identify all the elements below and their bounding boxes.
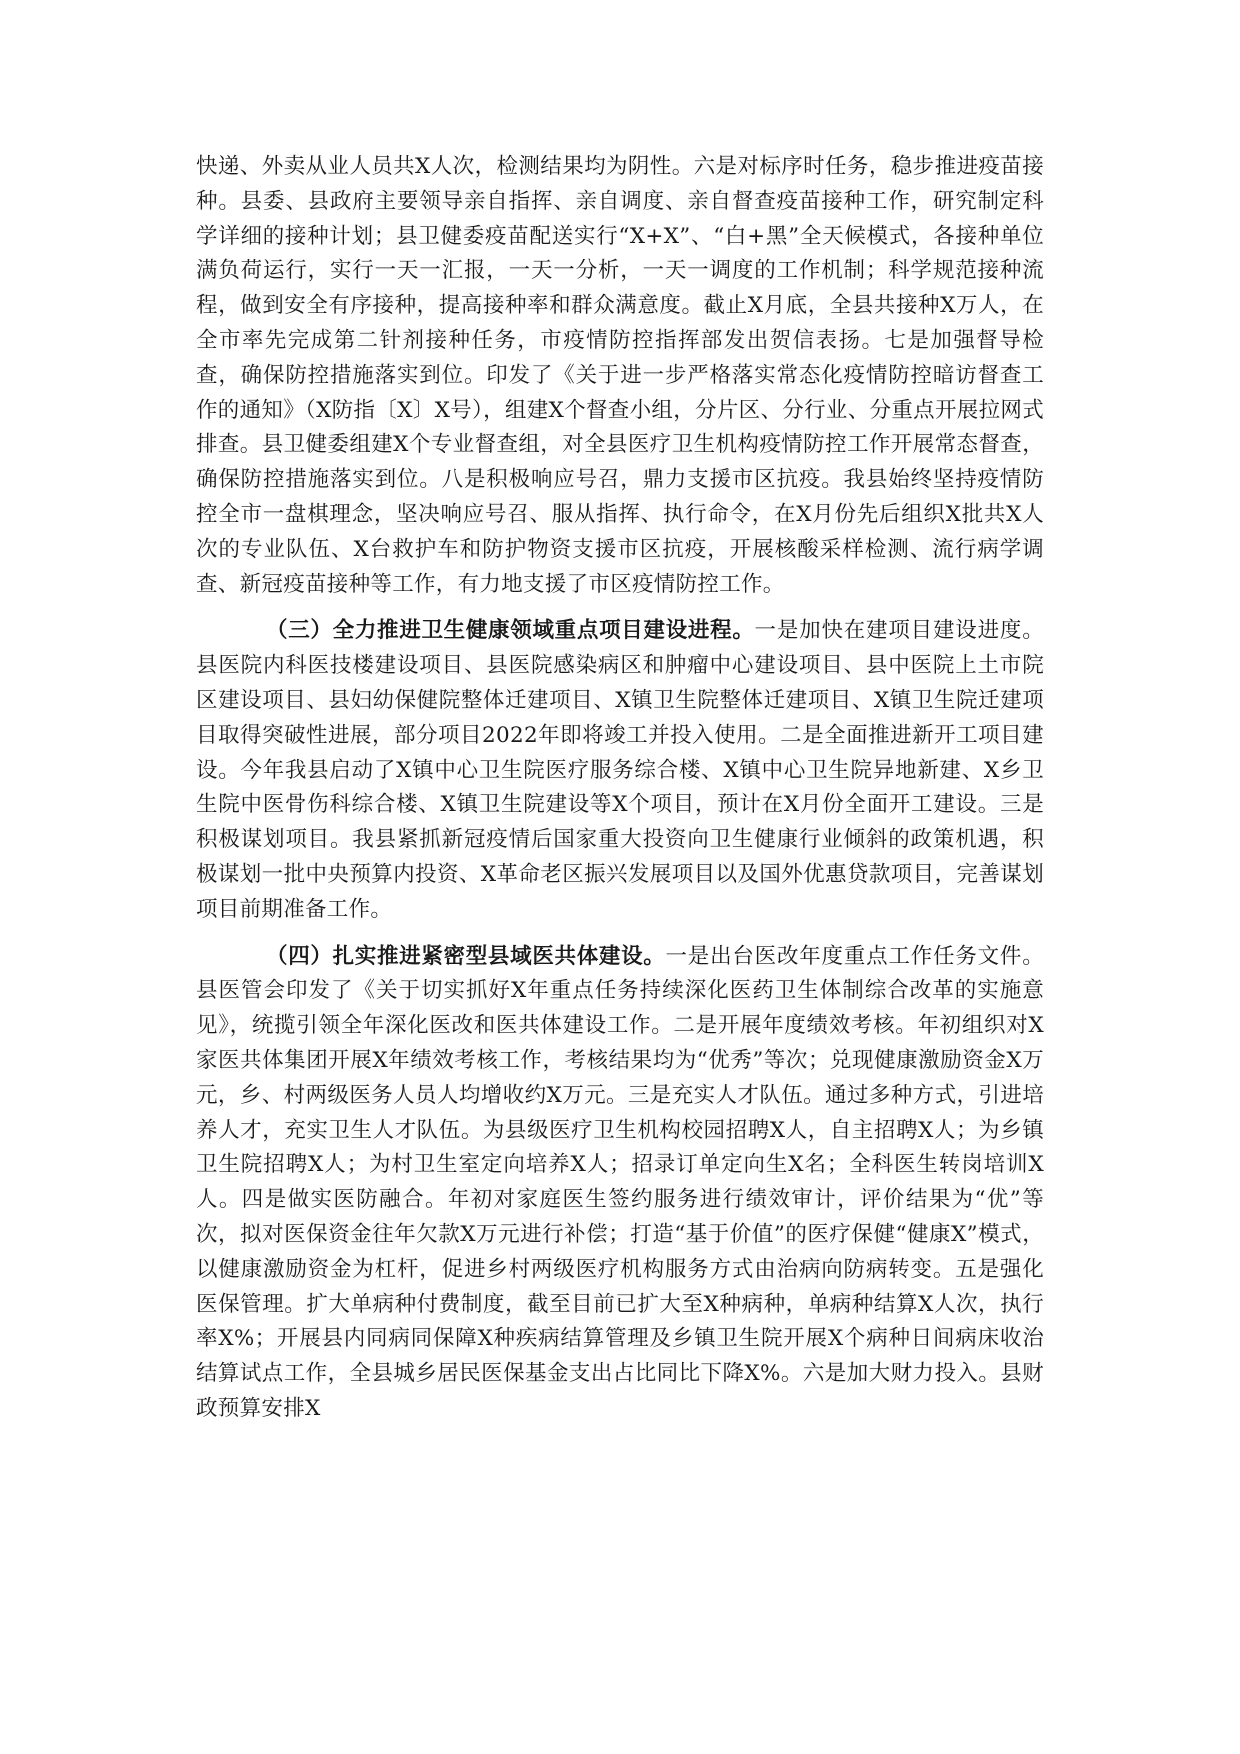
section-heading-4: （四）扎实推进紧密型县域医共体建设。 bbox=[266, 943, 666, 969]
paragraph-key-projects bbox=[196, 614, 1044, 927]
section-heading-3: （三）全力推进卫生健康领域重点项目建设进程。 bbox=[266, 618, 755, 644]
paragraph-text: 一是加快在建项目建设进度。县医院内科医技楼建设项目、县医院感染病区和肿瘤中心建设项目、县中医院上土市院区建设项目、县妇幼保健院整体迁建项目、X镇卫生院整体迁建项目、X镇卫生院迁建项目取得突破性进展，部分项目2022年即将竣工并投入使用。二是全面推进新开工项目建设。今年我县启动了X镇中心卫生院医疗服务综合楼、X镇中心卫生院异地新建、X乡卫生院中医骨伤科综合楼、X镇卫生院建设等X个项目，预计在X月份全面开工建设。三是积极谋划项目。我县紧抓新冠疫情后国家重大投资向卫生健康行业倾斜的政策机遇，积极谋划一批中央预算内投资、X革命老区振兴发展项目以及国外优惠贷款项目，完善谋划项目前期准备工作。 bbox=[196, 618, 1044, 922]
paragraph-epidemic-measures bbox=[196, 150, 1044, 602]
paragraph-text: 快递、外卖从业人员共X人次，检测结果均为阴性。六是对标序时任务，稳步推进疫苗接种。县委、县政府主要领导亲自指挥、亲自调度、亲自督查疫苗接种工作，研究制定科学详细的接种计划；县卫健委疫苗配送实行“X+X”、“白+黑”全天候模式，各接种单位满负荷运行，实行一天一汇报，一天一分析，一天一调度的工作机制；科学规范接种流程，做到安全有序接种，提高接种率和群众满意度。截止X月底，全县共接种X万人，在全市率先完成第二针剂接种任务，市疫情防控指挥部发出贺信表扬。七是加强督导检查，确保防控措施落实到位。印发了《关于进一步严格落实常态化疫情防控暗访督查工作的通知》（X防指〔X〕X号），组建X个督查小组，分片区、分行业、分重点开展拉网式排查。县卫健委组建X个专业督查组，对全县医疗卫生机构疫情防控工作开展常态督查，确保防控措施落实到位。八是积极响应号召，鼎力支援市区抗疫。我县始终坚持疫情防控全市一盘棋理念，坚决响应号召、服从指挥、执行命令，在X月份先后组织X批共X人次的专业队伍、X台救护车和防护物资支援市区抗疫，开展核酸采样检测、流行病学调查、新冠疫苗接种等工作，有力地支援了市区疫情防控工作。 bbox=[196, 154, 1044, 597]
paragraph-medical-community bbox=[196, 940, 1044, 1427]
paragraph-text: 一是出台医改年度重点工作任务文件。县医管会印发了《关于切实抓好X年重点任务持续深化医药卫生体制综合改革的实施意见》，统揽引领全年深化医改和医共体建设工作。二是开展年度绩效考核。年初组织对X家医共体集团开展X年绩效考核工作，考核结果均为“优秀”等次；兑现健康激励资金X万元，乡、村两级医务人员人均增收约X万元。三是充实人才队伍。通过多种方式，引进培养人才，充实卫生人才队伍。为县级医疗卫生机构校园招聘X人，自主招聘X人；为乡镇卫生院招聘X人；为村卫生室定向培养X人；招录订单定向生X名；全科医生转岗培训X人。四是做实医防融合。年初对家庭医生签约服务进行绩效审计，评价结果为“优”等次，拟对医保资金往年欠款X万元进行补偿；打造“基于价值”的医疗保健“健康X”模式，以健康激励资金为杠杆，促进乡村两级医疗机构服务方式由治病向防病转变。五是强化医保管理。扩大单病种付费制度，截至目前已扩大至X种病种，单病种结算X人次，执行率X%；开展县内同病同保障X种疾病结算管理及乡镇卫生院开展X个病种日间病床收治结算试点工作，全县城乡居民医保基金支出占比同比下降X%。六是加大财力投入。县财政预算安排X bbox=[196, 943, 1044, 1421]
document-body bbox=[196, 150, 1044, 1439]
